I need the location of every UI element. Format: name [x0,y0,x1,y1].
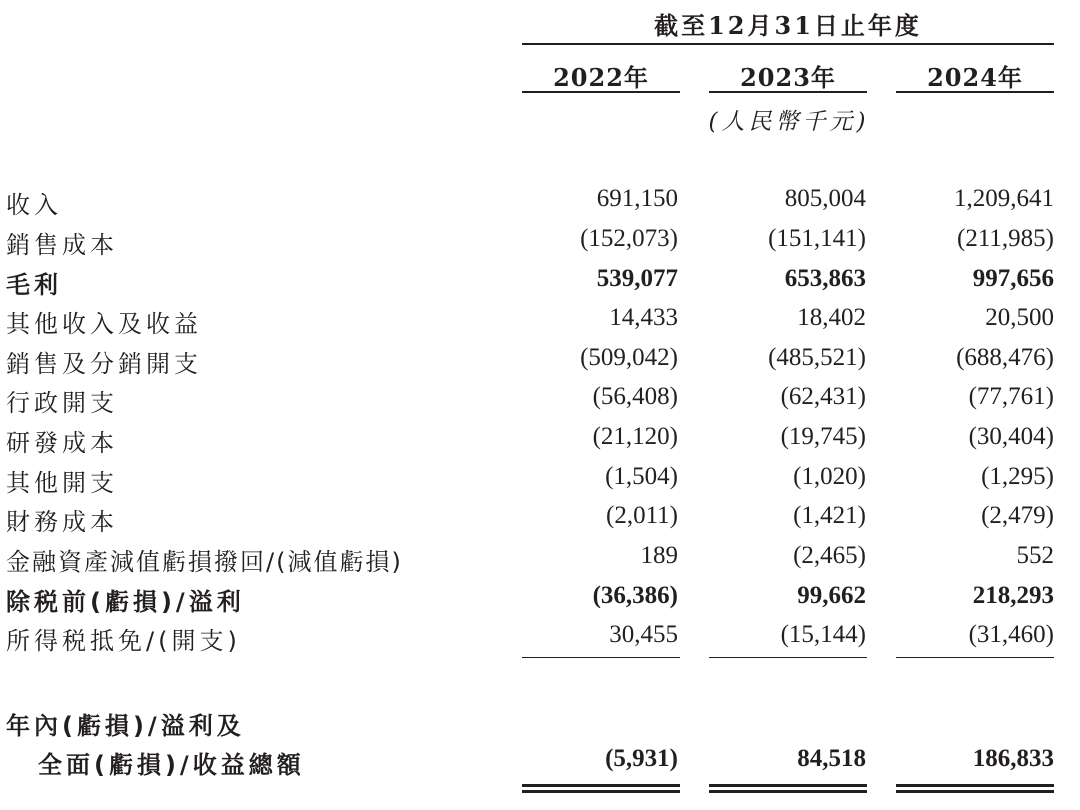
value-2022: 14,433 [609,304,678,331]
total-double-rule-2022 [522,784,680,793]
value-2022: (21,120) [592,423,678,450]
year-header-2024: 2024年 [927,63,1023,92]
table-row-other-income [0,302,1080,338]
row-label: 銷售及分銷開支 [6,350,202,378]
row-label: 除税前(虧損)/溢利 [6,588,245,616]
value-2024: 1,209,641 [954,185,1054,212]
value-2022: (1,504) [605,463,678,490]
period-underline [522,43,1054,45]
table-row-cost-of-sales [0,223,1080,259]
table-row-rnd-costs [0,421,1080,457]
value-2024: 997,656 [972,265,1054,292]
value-2024: (77,761) [968,383,1054,410]
value-2022: (5,931) [605,745,678,772]
table-row-other-expenses [0,461,1080,497]
value-2023: (19,745) [780,423,866,450]
value-2022: 30,455 [609,621,678,648]
table-row-selling-expenses [0,342,1080,378]
value-2022: (56,408) [592,383,678,410]
row-label: 毛利 [6,271,62,299]
value-2024: (211,985) [957,225,1054,252]
value-2024: (688,476) [956,344,1054,371]
value-2023: (15,144) [780,621,866,648]
value-2022: (36,386) [592,582,678,609]
row-label: 其他開支 [6,469,118,497]
table-row-revenue [0,183,1080,219]
value-2022: (509,042) [580,344,678,371]
year-underline-2022 [522,91,680,93]
period-header: 截至12月31日止年度 [654,11,922,40]
row-label: 全面(虧損)/收益總額 [38,751,305,779]
row-label: 年內(虧損)/溢利及 [6,712,245,740]
value-2023: 18,402 [797,304,866,331]
row-label: 收入 [6,191,62,219]
year-header-2023: 2023年 [740,63,836,92]
table-row-gross-profit [0,263,1080,299]
value-2024: 20,500 [985,304,1054,331]
value-2023: (1,020) [793,463,866,490]
year-underline-2023 [709,91,867,93]
value-2023: (485,521) [768,344,866,371]
subtotal-rule-2024 [896,657,1054,658]
value-2023: 805,004 [784,185,866,212]
value-2023: (1,421) [793,502,866,529]
table-row-profit-before-tax [0,580,1080,616]
value-2024: 218,293 [972,582,1054,609]
total-double-rule-2024 [896,784,1054,793]
total-label-line1 [0,704,1080,740]
value-2022: 189 [640,542,678,569]
row-label: 所得税抵免/(開支) [6,627,241,655]
value-2024: (1,295) [981,463,1054,490]
subtotal-rule-2023 [709,657,867,658]
value-2022: 539,077 [596,265,678,292]
value-2024: 186,833 [972,745,1054,772]
value-2023: (151,141) [768,225,866,252]
value-2024: (30,404) [968,423,1054,450]
row-label: 研發成本 [6,429,118,457]
currency-note: (人民幣千元) [708,109,870,135]
row-label: 銷售成本 [6,231,118,259]
value-2023: (62,431) [780,383,866,410]
value-2022: (152,073) [580,225,678,252]
table-row-impairment [0,540,1080,576]
value-2024: (31,460) [968,621,1054,648]
value-2022: 691,150 [596,185,678,212]
value-2024: 552 [1016,542,1054,569]
table-row-total-comprehensive [0,743,1080,779]
year-header-2022: 2022年 [553,63,649,92]
value-2024: (2,479) [981,502,1054,529]
table-row-income-tax [0,619,1080,655]
value-2023: 99,662 [797,582,866,609]
row-label: 金融資產減值虧損撥回/(減值虧損) [6,548,403,576]
row-label: 財務成本 [6,508,118,536]
total-double-rule-2023 [709,784,867,793]
row-label: 行政開支 [6,389,118,417]
table-row-admin-expenses [0,381,1080,417]
row-label: 其他收入及收益 [6,310,202,338]
value-2022: (2,011) [606,502,678,529]
value-2023: 84,518 [797,745,866,772]
table-row-finance-costs [0,500,1080,536]
value-2023: (2,465) [793,542,866,569]
value-2023: 653,863 [784,265,866,292]
year-underline-2024 [896,91,1054,93]
subtotal-rule-2022 [522,657,680,658]
